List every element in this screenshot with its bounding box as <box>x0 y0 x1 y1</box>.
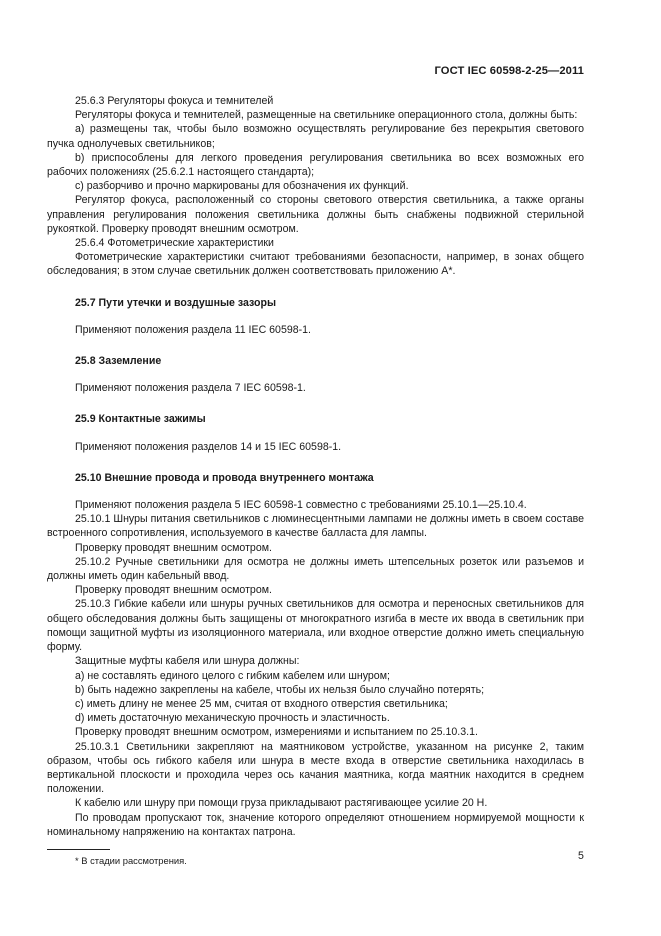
list-item-b: b) приспособлены для легкого проведения регулирования светильника во всех возможных его рабочих положениях (25.6.2.1 настоящего стандарта); <box>47 151 584 179</box>
footnote: * В стадии рассмотрения. <box>75 854 187 866</box>
subsection-title-25-6-3: 25.6.3 Регуляторы фокуса и темнителей <box>75 95 274 107</box>
list-item-c: c) разборчиво и прочно маркированы для обозначения их функций. <box>75 180 409 193</box>
footnote-divider <box>47 849 110 850</box>
standard-header: ГОСТ IEC 60598-2-25—2011 <box>434 65 584 77</box>
paragraph: Применяют положения раздела 7 IEC 60598-1. <box>75 382 306 395</box>
paragraph: По проводам пропускают ток, значение которого определяют отношением нормируемой мощности к номинальному напряжению на контактах патрона. <box>47 811 584 838</box>
section-heading-25-9: 25.9 Контактные зажимы <box>75 413 206 426</box>
paragraph-25-10-3: 25.10.3 Гибкие кабели или шнуры ручных светильников для осмотра и переносных светильников для общего обследования должны быть защищены от многократного изгиба в месте их ввода в светильник при помощи защитной муфты из изоляционного материала, или входное отверстие должно иметь специальную форму. <box>47 598 584 654</box>
document-body <box>47 94 584 868</box>
page-number: 5 <box>578 850 584 862</box>
paragraph: К кабелю или шнуру при помощи груза прикладывают растягивающее усилие 20 Н. <box>75 797 488 810</box>
section-heading-25-7: 25.7 Пути утечки и воздушные зазоры <box>75 296 277 309</box>
list-item-c: c) иметь длину не менее 25 мм, считая от входного отверстия светильника; <box>75 697 448 710</box>
paragraph: Проверку проводят внешним осмотром. <box>75 584 272 597</box>
paragraph: Регулятор фокуса, расположенный со стороны светового отверстия светильника, а также органы управления регулирования положения светильника должны быть снабжены подвижной стерильной рукояткой. Проверку проводят внешним осмотром. <box>47 194 584 235</box>
paragraph: Применяют положения раздела 5 IEC 60598-1 совместно с требованиями 25.10.1—25.10.4. <box>75 499 527 512</box>
paragraph: Проверку проводят внешним осмотром. <box>75 541 272 554</box>
paragraph: Проверку проводят внешним осмотром, измерениями и испытанием по 25.10.3.1. <box>75 726 478 739</box>
document-page <box>47 0 584 936</box>
paragraph: Фотометрические характеристики считают требованиями безопасности, например, в зонах общего обследования; в этом случае светильник должен соответствовать приложению А*. <box>47 251 584 278</box>
paragraph: Регуляторы фокуса и темнителей, размещенные на светильнике операционного стола, должны быть: <box>75 109 578 122</box>
list-item-b: b) быть надежно закреплены на кабеле, чтобы их нельзя было случайно потерять; <box>75 683 485 696</box>
section-heading-25-10: 25.10 Внешние провода и провода внутреннего монтажа <box>75 471 374 484</box>
list-item-a: a) размещены так, чтобы было возможно осуществлять регулирование без перекрытия светового пучка однолучевых светильников; <box>47 123 584 150</box>
paragraph-25-10-3-1: 25.10.3.1 Светильники закрепляют на маятниковом устройстве, указанном на рисунке 2, таким образом, чтобы ось гибкого кабеля или шнура в месте входа в отверстие светильника находилась в вертикальной плоскости и проходила через ось качания маятника, когда маятник находится в среднем положении. <box>47 740 584 796</box>
paragraph-25-10-1: 25.10.1 Шнуры питания светильников с люминесцентными лампами не должны иметь в своем составе встроенного сопротивления, используемого в качестве балласта для лампы. <box>47 513 584 540</box>
paragraph-25-10-2: 25.10.2 Ручные светильники для осмотра не должны иметь штепсельных розеток или разъемов и должны иметь один кабельный ввод. <box>47 555 584 583</box>
paragraph: Применяют положения разделов 14 и 15 IEC 60598-1. <box>75 440 342 453</box>
subsection-title-25-6-4: 25.6.4 Фотометрические характеристики <box>75 237 274 250</box>
list-item-d: d) иметь достаточную механическую прочность и эластичность. <box>75 712 390 725</box>
section-heading-25-8: 25.8 Заземление <box>75 355 162 368</box>
list-item-a: a) не составлять единого целого с гибким кабелем или шнуром; <box>75 669 390 682</box>
paragraph: Применяют положения раздела 11 IEC 60598-1. <box>75 323 311 336</box>
paragraph: Защитные муфты кабеля или шнура должны: <box>75 655 300 668</box>
